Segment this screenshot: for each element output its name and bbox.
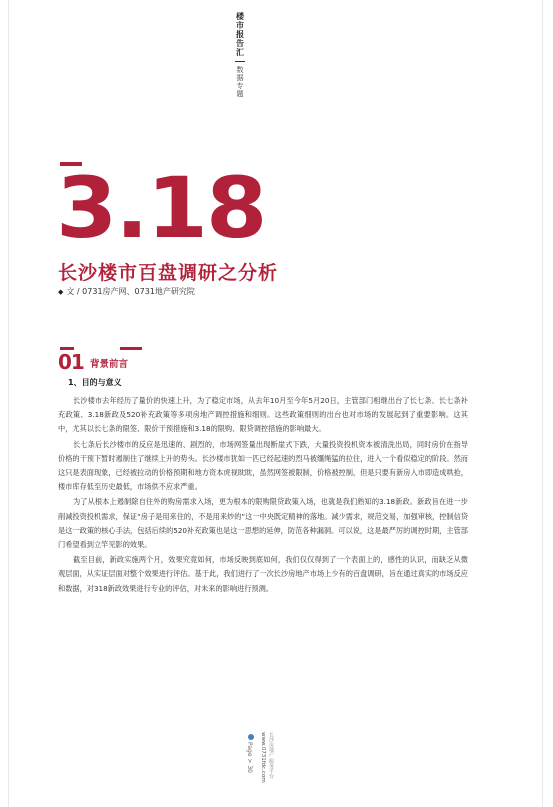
footer-website: www.0731fdc.com [260, 732, 266, 783]
paragraph: 长七条后长沙楼市的反应是迅速的、剧烈的，市场网签量出现断崖式下跌，大量投资投机资本被清洗出局，同时房价在指导价格的干预下暂时遏制住了继续上升的势头。长沙楼市犹如一匹已经起速的烈马被缰绳猛的拉住，进入一个看似稳定的阶段。然而这只是表面现象，已经被拉动的价格预期和地方资本虎视眈眈，虽然网签被限制，价格被控制，但是只要有新房入市即造成哄抢，楼市库存低至历史最低，市场供不应求严重。 [58, 439, 468, 492]
subheading: 1、目的与意义 [68, 378, 122, 387]
paragraph: 截至目前，新政实施两个月，效果究竟如何，市场反映到底如何，我们仅仅得到了一个表面上的，感性的认识，而缺乏从微观层面，从实证层面对整个效果进行评估。基于此，我们进行了一次长沙房地产市场上少有的百盘调研，旨在通过真实的市场反应和数据，对318新政效果进行专业的评估，对未来的影响进行预测。 [58, 555, 468, 593]
diamond-icon: ◆ [58, 288, 64, 296]
section-tab-title: 楼市报告汇 [235, 12, 245, 57]
section-tab [228, 12, 252, 100]
heading-number: 3.18 [56, 159, 266, 257]
byline [58, 286, 195, 297]
footer-website-subtitle: 长沙房地产 服务平台 [268, 732, 274, 779]
byline-text: 文 / 0731房产网、0731地产研究院 [66, 287, 195, 296]
section-tab-divider [235, 61, 245, 62]
paragraph: 为了从根本上遏制除自住外的购房需求入场，更为根本的限购限贷政策入场，也就是我们熟知的3.18新政。新政旨在进一步削减投资投机需求，保证“房子是用来住的，不是用来炒的”这一中央既定精神的落地。减少需求，规范交易，加强审核，控制信贷是这一政策的核心手法，包括后续的520补充政策也是这一思想的延伸，防范各种漏洞。可以说，这是最严厉的调控时期，主管部门希望看到立竿见影的效果。 [58, 497, 468, 550]
page-footer [244, 732, 280, 798]
section-accent-bar-right [120, 347, 142, 350]
section-number: 01 [58, 350, 84, 374]
body-text [58, 394, 468, 597]
page-number: Page > 30 [246, 742, 253, 774]
paragraph: 长沙楼市去年经历了量价的快速上升，为了稳定市场，从去年10月至今年5月20日，主管部门相继出台了长七条、长七条补充政策、3.18新政及520补充政策等多项房地产调控措施和细则。这些政策细则的出台也对市场的发展起到了重要影响。这其中，尤其以长七条的限签、限价干预措施和3.18的限购、限贷调控措施的影响最大。 [58, 396, 468, 434]
section-tab-subtitle: 数据专题 [236, 66, 244, 98]
section-title: 背景前言 [90, 359, 129, 370]
page-title: 长沙楼市百盘调研之分析 [58, 262, 279, 284]
page-dot-icon [248, 734, 254, 740]
